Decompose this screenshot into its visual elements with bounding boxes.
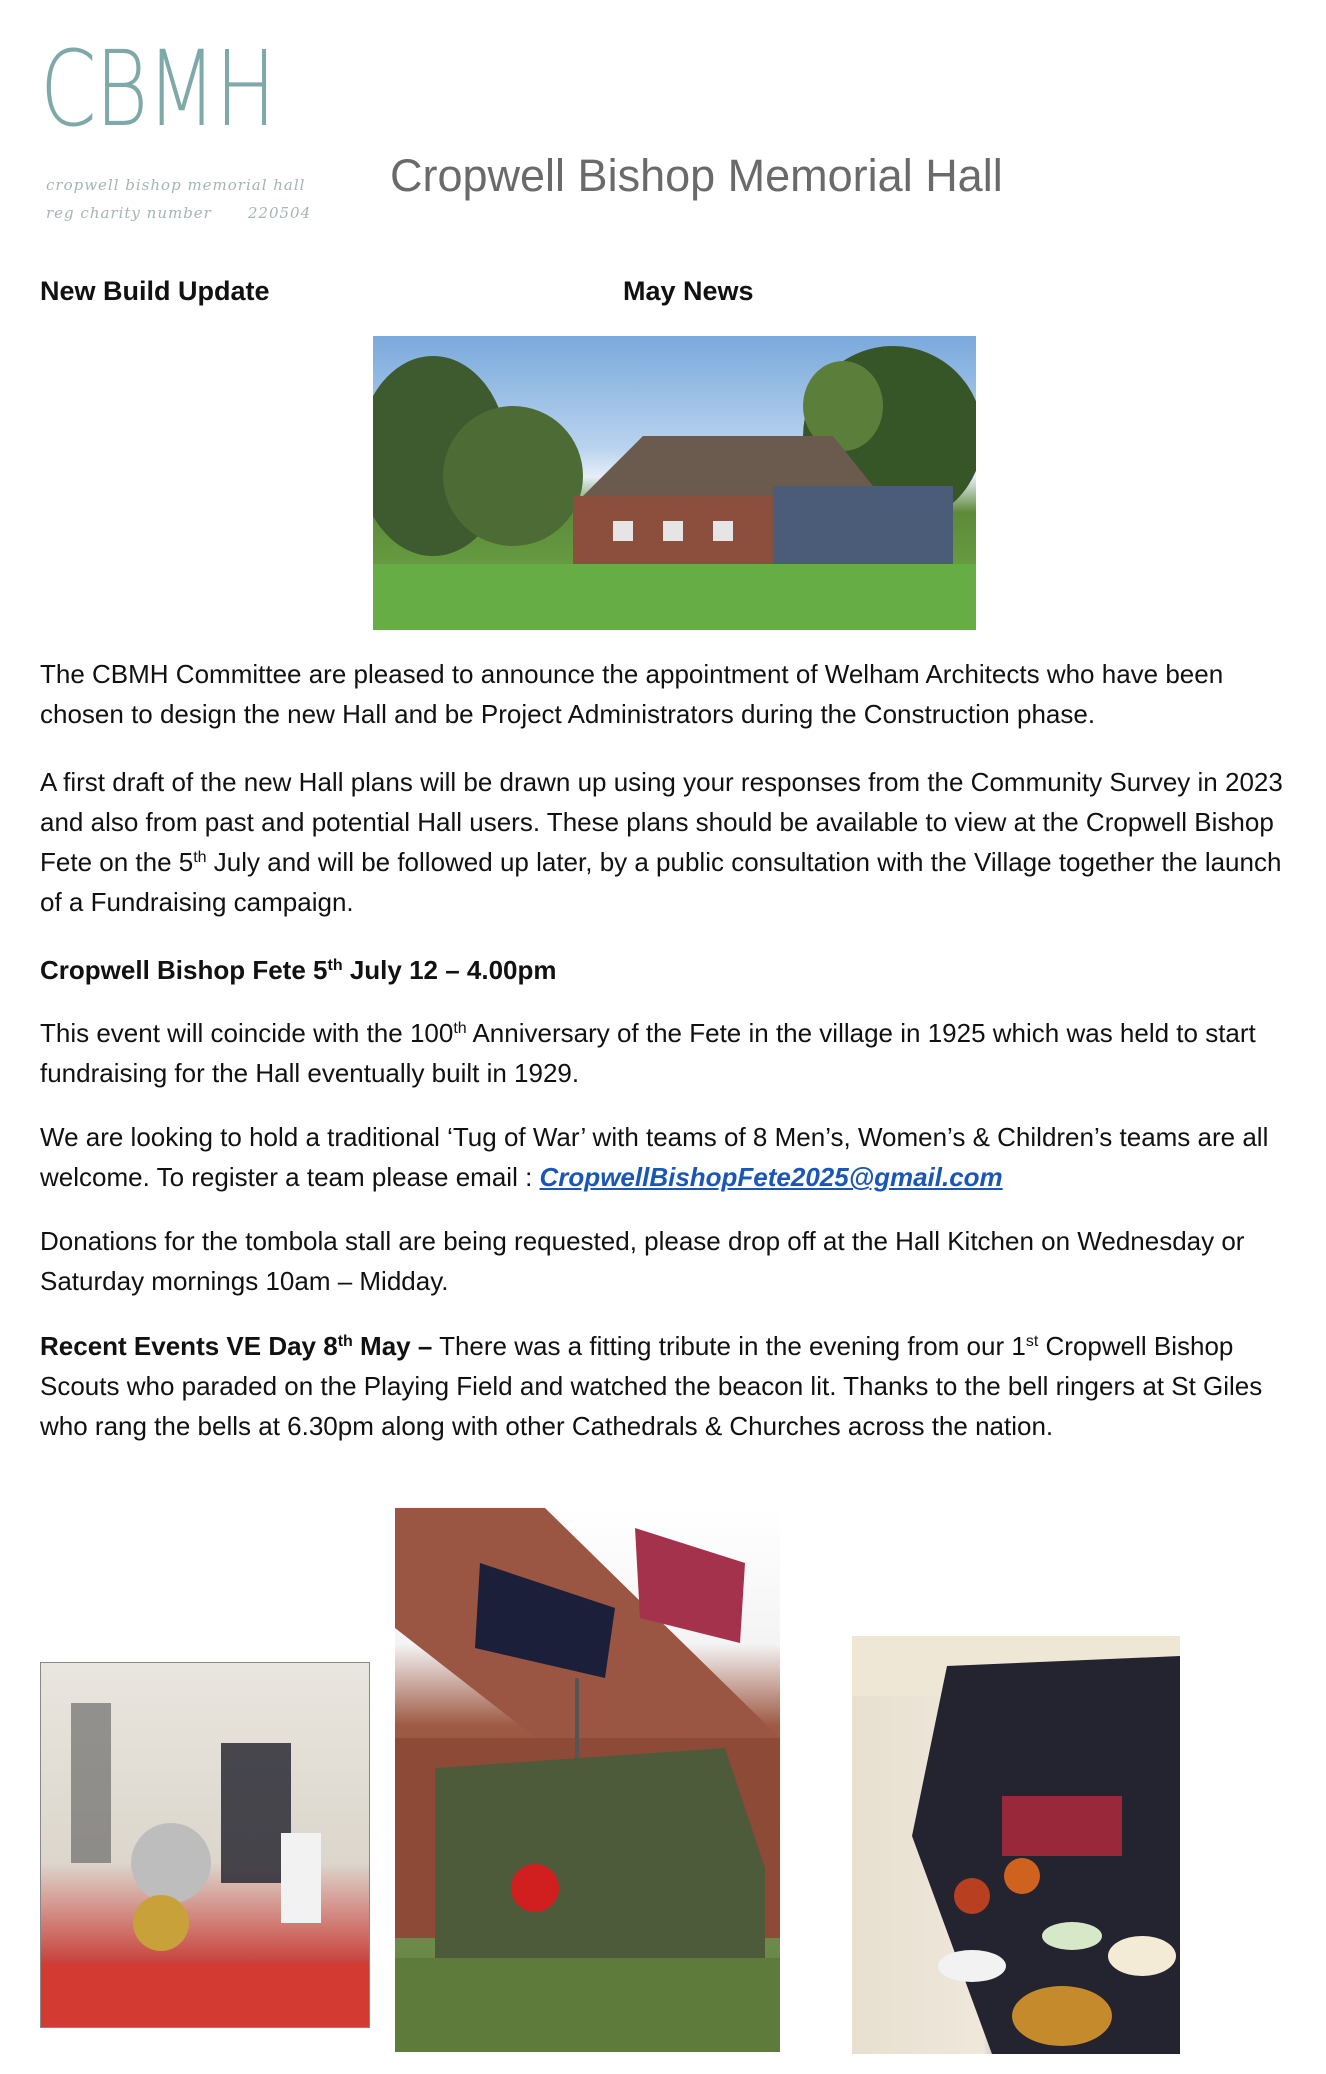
- paragraph-architects: The CBMH Committee are pleased to announce the appointment of Welham Architects who have been chosen to design the new Hall and be Project Administrators during the Construction phase.: [40, 659, 1224, 729]
- anniversary-text-a: This event will coincide with the 100: [40, 1018, 454, 1048]
- tug-of-war-text: We are looking to hold a traditional ‘Tug of War’ with teams of 8 Men’s, Women’s & Children’s teams are all welcome. To register a team please email :: [40, 1122, 1269, 1192]
- recent-events-bold-sup: th: [337, 1333, 353, 1350]
- section-heading-new-build: New Build Update: [40, 276, 270, 306]
- paragraph-anniversary: [40, 1013, 1310, 1093]
- page-title: Cropwell Bishop Memorial Hall: [390, 150, 1003, 201]
- paragraph-tombola: Donations for the tombola stall are being requested, please drop off at the Hall Kitchen on Wednesday or Saturday mornings 10am – Midday.: [40, 1226, 1245, 1296]
- logo-charity-line: [46, 204, 311, 222]
- draft-plans-text-a: A first draft of the new Hall plans will be drawn up using your responses from the Community Survey in 2023 and also from past and potential Hall users. These plans should be available to view at the Cropwell Bishop Fete on the 5: [40, 767, 1283, 877]
- tombola-photo: [852, 1636, 1180, 2054]
- draft-plans-text-b: July and will be followed up later, by a public consultation with the Village together the launch of a Fundraising campaign.: [40, 847, 1282, 917]
- fete-email-link[interactable]: CropwellBishopFete2025@gmail.com: [539, 1162, 1003, 1192]
- fete-heading-b: July 12 – 4.00pm: [342, 955, 557, 985]
- fete-heading-a: Cropwell Bishop Fete 5: [40, 955, 328, 985]
- recent-events-text-a: There was a fitting tribute in the evening from our 1: [432, 1331, 1026, 1361]
- stall-photo: [40, 1662, 370, 2028]
- recent-events-sup: st: [1025, 1333, 1039, 1350]
- paragraph-draft-plans: [40, 762, 1310, 922]
- paragraph-tug-of-war: [40, 1117, 1310, 1197]
- logo-charity-label: reg charity number: [46, 204, 212, 222]
- cbmh-logo: [40, 28, 312, 222]
- hall-photo: [373, 336, 976, 630]
- logo-subtitle: cropwell bishop memorial hall: [46, 176, 306, 194]
- fete-heading: [40, 950, 1310, 990]
- anniversary-sup: th: [453, 1020, 467, 1037]
- logo-charity-number: 220504: [247, 204, 312, 222]
- fete-heading-sup: th: [327, 957, 343, 974]
- draft-plans-sup: th: [193, 849, 207, 866]
- recent-events-bold-b: May –: [352, 1331, 433, 1361]
- anniversary-text-b: Anniversary of the Fete in the village in 1925 which was held to start fundraising for the Hall eventually built in 1929.: [40, 1018, 1256, 1088]
- section-heading-may-news: May News: [623, 276, 754, 306]
- scouts-photo: [395, 1508, 780, 2052]
- recent-events-bold-a: Recent Events VE Day 8: [40, 1331, 338, 1361]
- recent-events-text-b: Cropwell Bishop Scouts who paraded on the Playing Field and watched the beacon lit. Thanks to the bell ringers at St Giles who rang the bells at 6.30pm along with other Cathedrals & Churches across the nation.: [40, 1331, 1263, 1441]
- logo-letters: CBMH: [40, 28, 275, 150]
- paragraph-recent-events: [40, 1326, 1310, 1446]
